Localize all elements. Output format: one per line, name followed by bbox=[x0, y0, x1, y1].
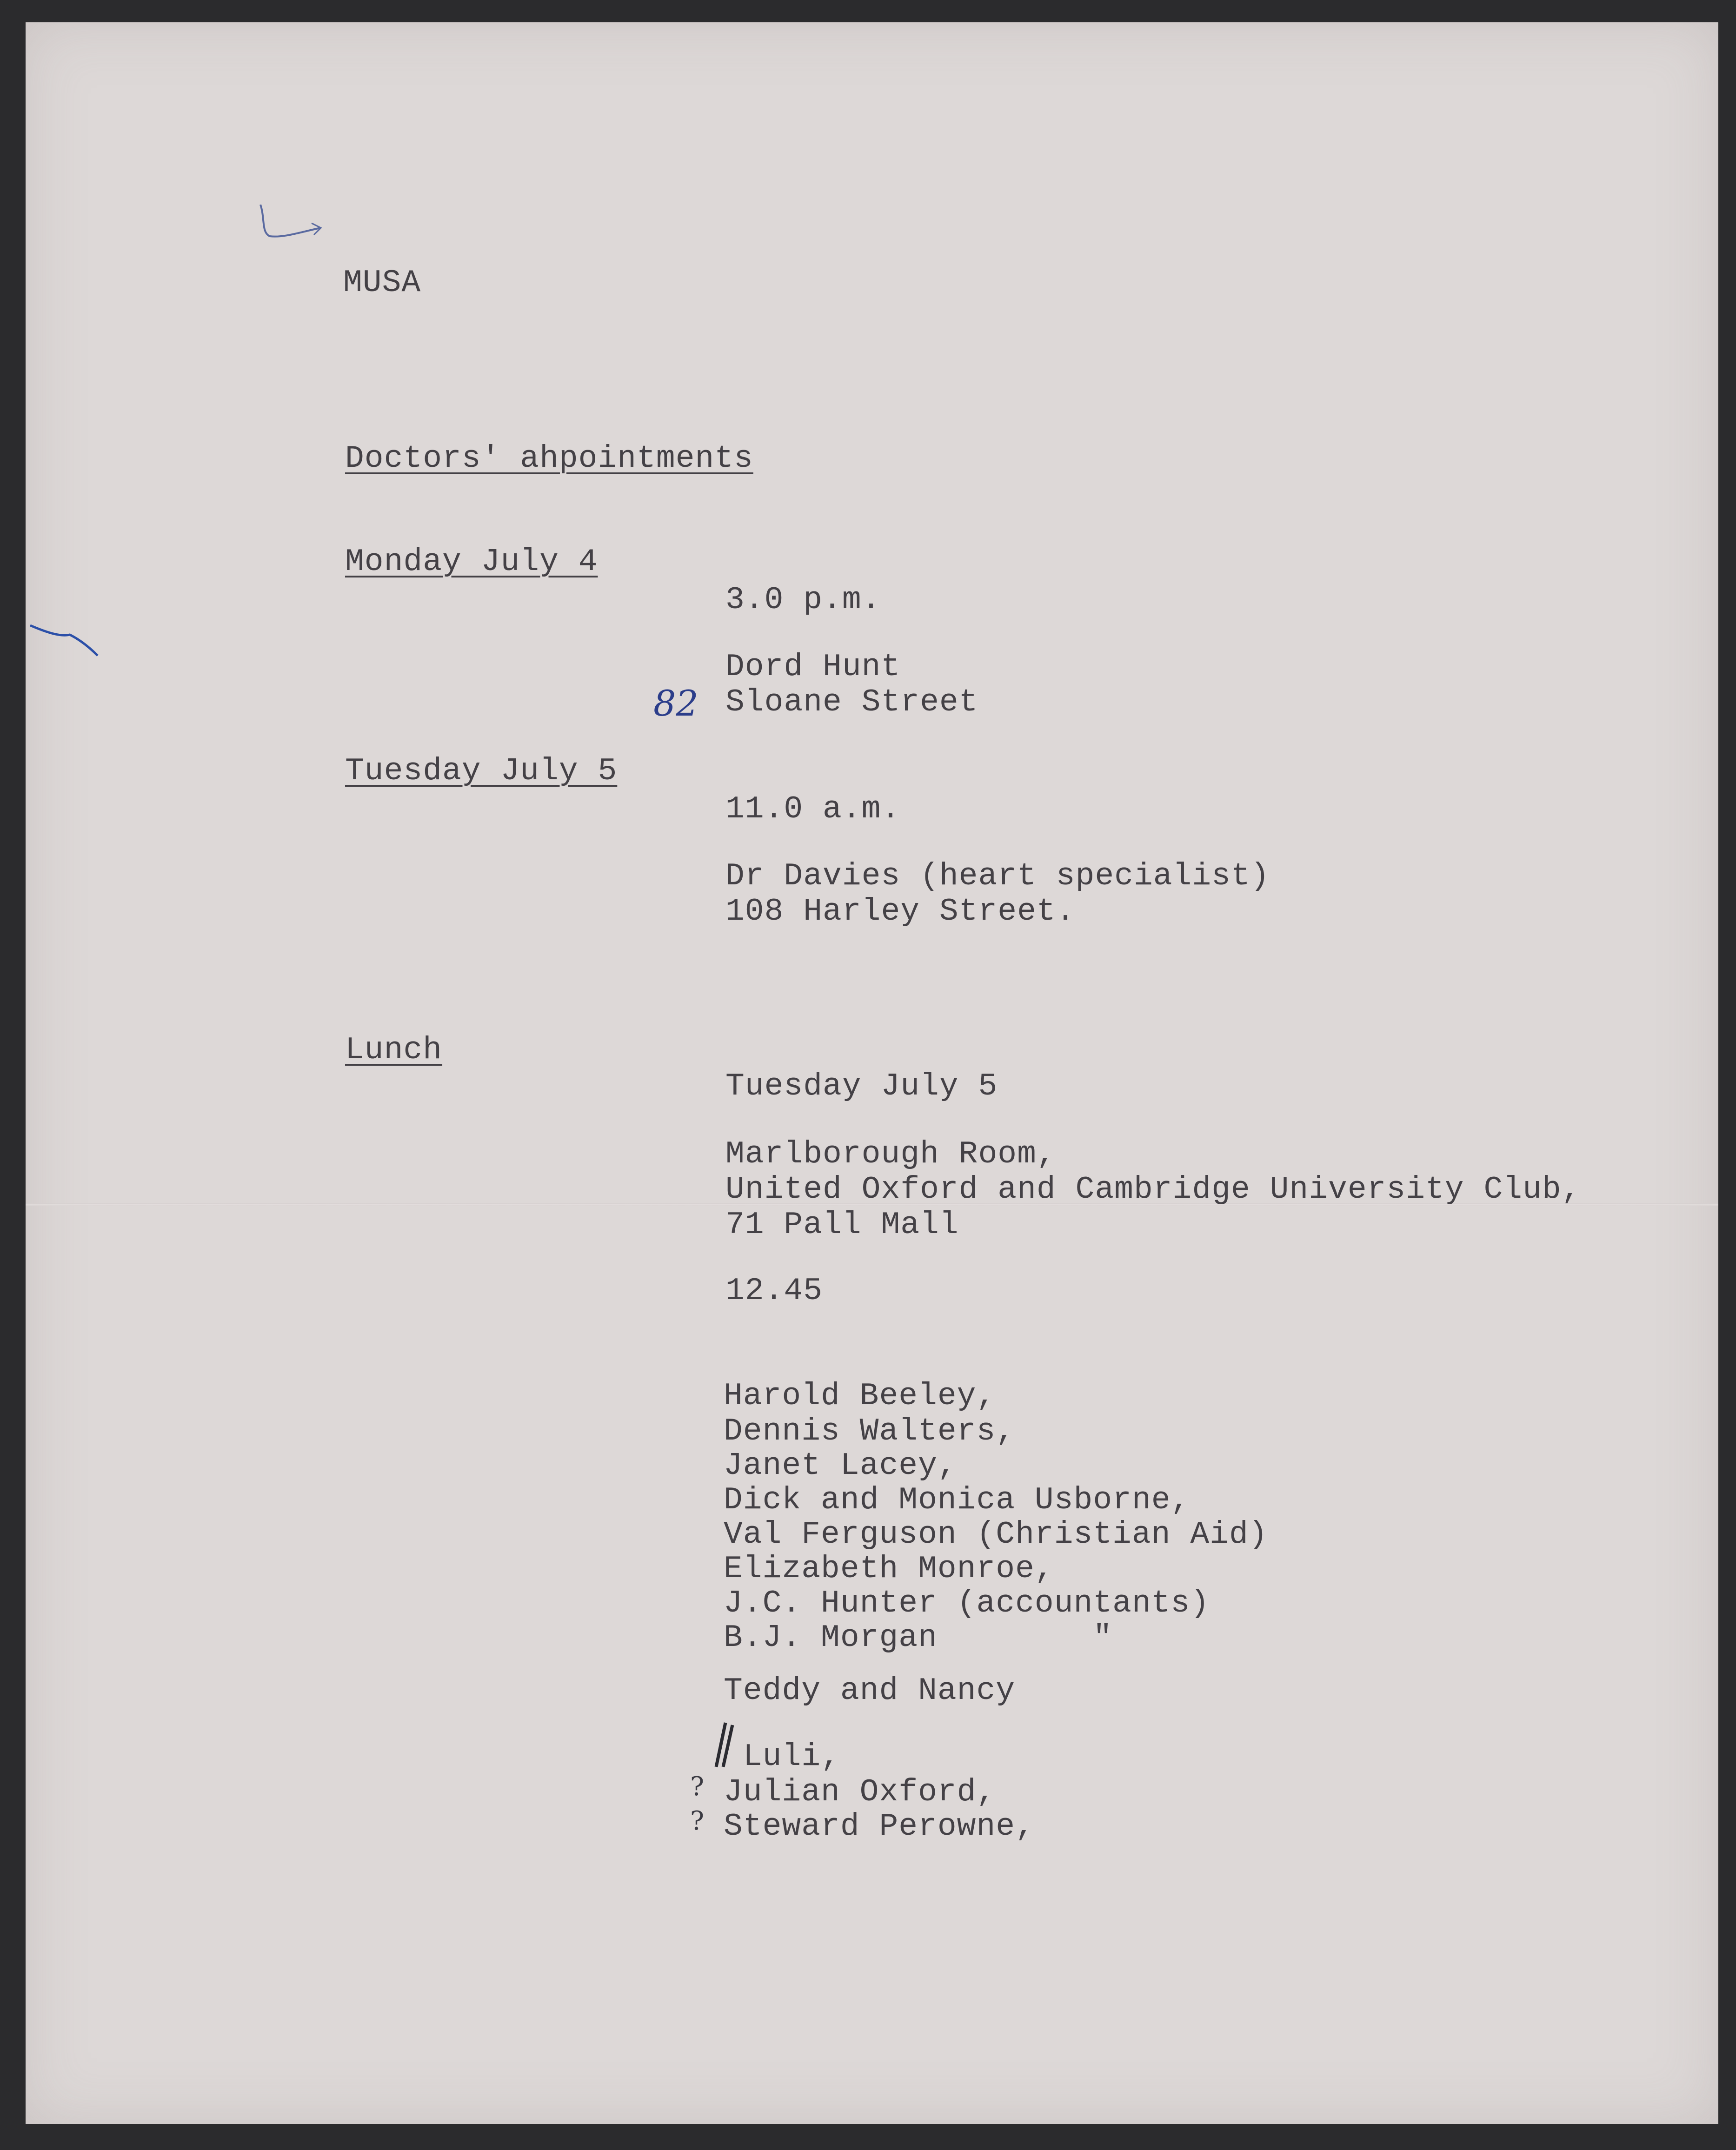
appointment-day-tuesday: Tuesday July 5 bbox=[345, 753, 618, 789]
lunch-heading: Lunch bbox=[345, 1032, 443, 1068]
question-mark: ? bbox=[690, 1806, 705, 1836]
guest-list-item: Janet Lacey, bbox=[724, 1448, 957, 1484]
appointment-address-monday: Sloane Street bbox=[725, 684, 978, 720]
tentative-guest: Luli, bbox=[743, 1739, 841, 1775]
appointment-time-monday: 3.0 p.m. bbox=[725, 582, 881, 618]
guest-list-item: B.J. Morgan " bbox=[724, 1620, 1113, 1656]
handwritten-check-mark bbox=[251, 195, 330, 246]
doctors-heading: Doctors' ahpointments bbox=[345, 441, 753, 477]
guest-list-item: Elizabeth Monroe, bbox=[724, 1551, 1054, 1587]
appointment-time-tuesday: 11.0 a.m. bbox=[725, 791, 901, 827]
lunch-venue-line: Marlborough Room, bbox=[725, 1136, 1056, 1172]
guest-list-item: Harold Beeley, bbox=[724, 1378, 996, 1414]
strike-mark bbox=[707, 1720, 739, 1772]
appointment-doctor-monday: Dord Hunt bbox=[725, 649, 901, 685]
pen-stroke-mark bbox=[28, 618, 102, 660]
guest-list-item: Dick and Monica Usborne, bbox=[724, 1482, 1191, 1518]
document-code: MUSA bbox=[343, 265, 421, 301]
handwritten-house-number: 82 bbox=[653, 683, 698, 724]
guest-list-item: J.C. Hunter (accountants) bbox=[724, 1586, 1210, 1621]
lunch-venue-line: 71 Pall Mall bbox=[725, 1207, 959, 1243]
guest-couple: Teddy and Nancy bbox=[724, 1673, 1016, 1709]
lunch-time: 12.45 bbox=[725, 1273, 823, 1309]
tentative-guest: Steward Perowne, bbox=[724, 1809, 1035, 1845]
lunch-venue-line: United Oxford and Cambridge University Club, bbox=[725, 1172, 1581, 1208]
tentative-guest: Julian Oxford, bbox=[724, 1774, 996, 1810]
guest-list-item: Val Ferguson (Christian Aid) bbox=[724, 1517, 1268, 1553]
guest-list-item: Dennis Walters, bbox=[724, 1413, 1016, 1449]
question-mark: ? bbox=[690, 1772, 705, 1802]
lunch-date: Tuesday July 5 bbox=[725, 1068, 998, 1104]
appointment-day-monday: Monday July 4 bbox=[345, 544, 598, 580]
appointment-address-tuesday: 108 Harley Street. bbox=[725, 894, 1076, 929]
appointment-doctor-tuesday: Dr Davies (heart specialist) bbox=[725, 858, 1270, 894]
